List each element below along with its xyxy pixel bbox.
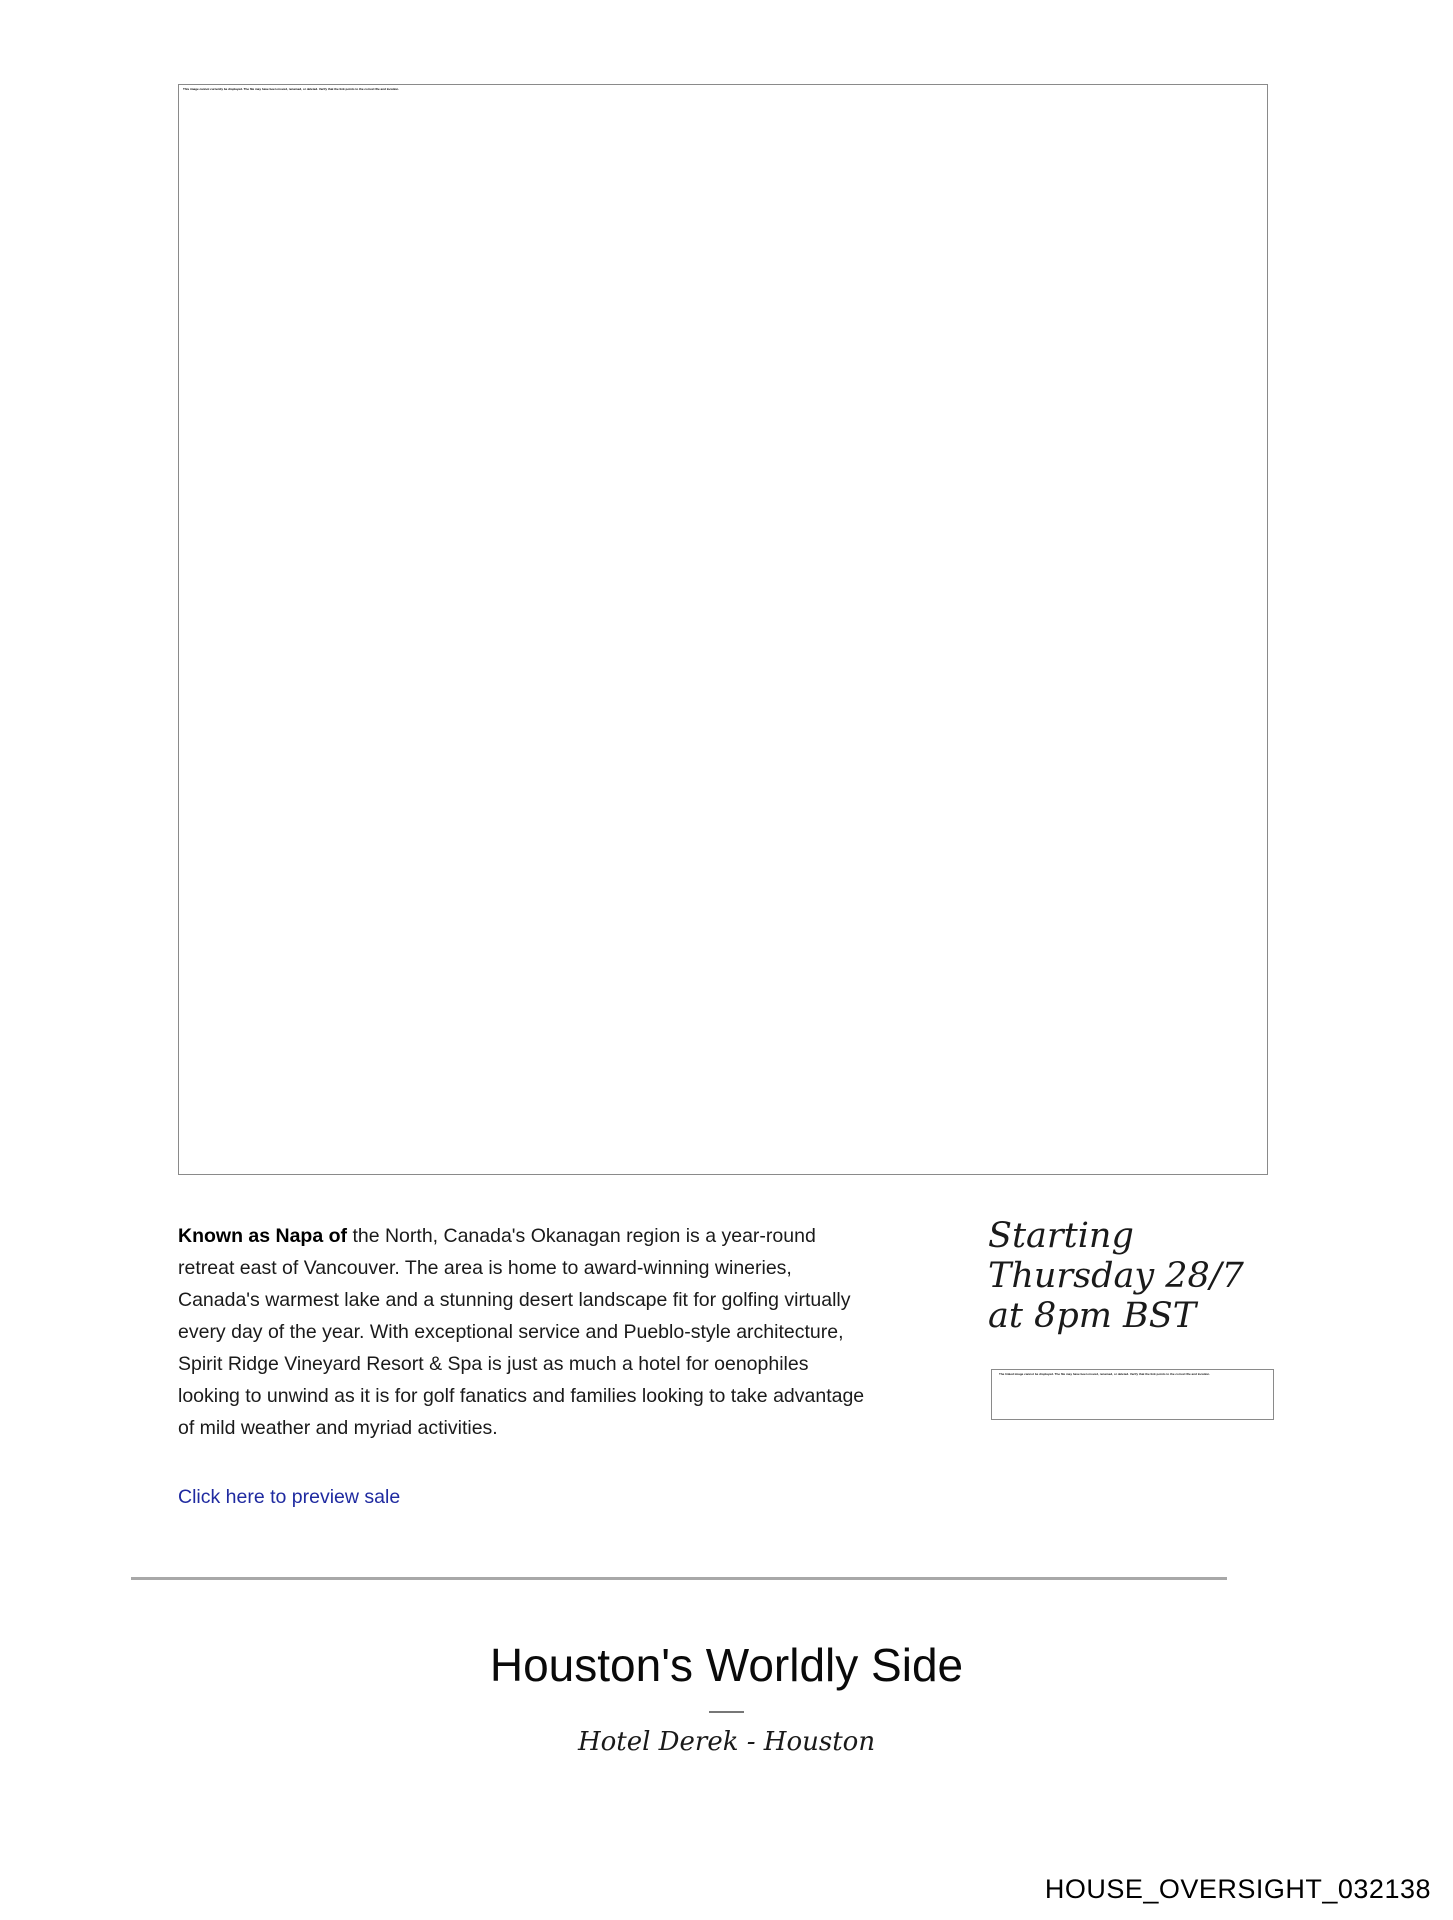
sidebar-image-placeholder [991, 1369, 1274, 1420]
hero-image-placeholder [178, 84, 1268, 1175]
section-subtitle: Hotel Derek - Houston [577, 1727, 876, 1757]
article-body [178, 1220, 868, 1444]
preview-sale-link[interactable]: Click here to preview sale [178, 1486, 401, 1508]
section-title: Houston's Worldly Side [489, 1639, 964, 1691]
sale-start-text: Starting Thursday 28/7 at 8pm BST [988, 1216, 1244, 1336]
document-stamp: HOUSE_OVERSIGHT_032138 [1044, 1874, 1431, 1904]
title-rule [709, 1711, 744, 1713]
broken-image-message: This image cannot currently be displayed. The file may have been moved, renamed, or deleted. Verify that the link points to the correct file and location. [183, 87, 400, 91]
sidebar-broken-image-message: The linked image cannot be displayed. The file may have been moved, renamed, or deleted. Verify that the link points to the correct file and location. [999, 1372, 1211, 1376]
section-divider [131, 1577, 1227, 1580]
article-text: the North, Canada's Okanagan region is a year-round retreat east of Vancouver. The area is home to award-winning wineries, Canada's warmest lake and a stunning desert landscape fit for golfing virtually every day of the year. With exceptional service and Pueblo-style architecture, Spirit Ridge Vineyard Resort & Spa is just as much a hotel for oenophiles looking to unwind as it is for golf fanatics and families looking to take advantage of mild weather and myriad activities. [178, 1225, 865, 1439]
article-lead: Known as Napa of [178, 1225, 348, 1247]
